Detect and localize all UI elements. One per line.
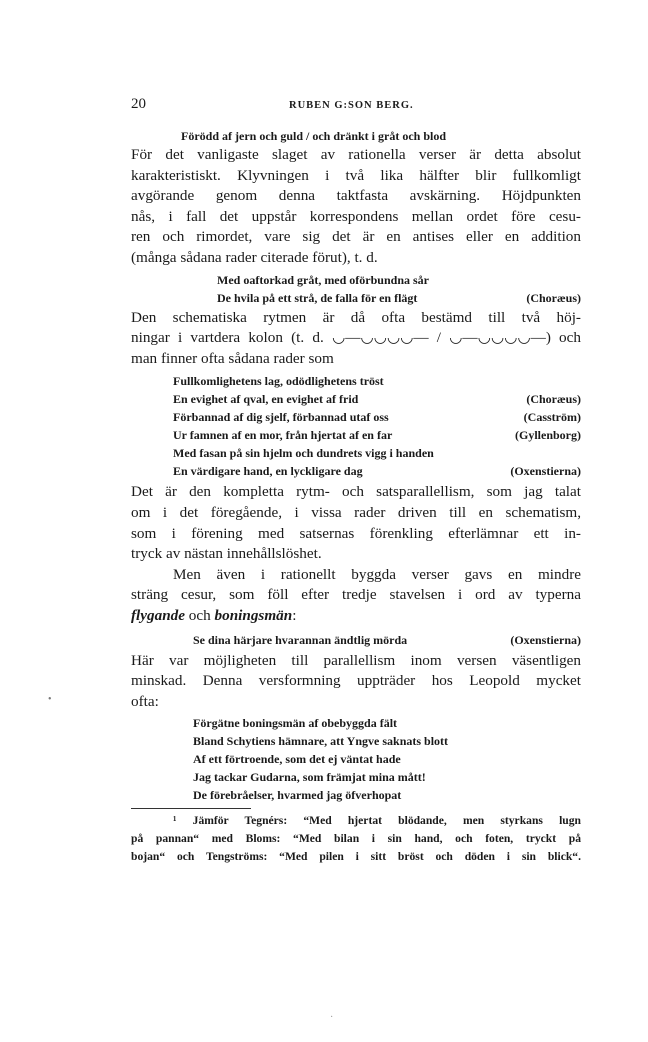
paragraph-2 [131,308,581,370]
paragraph-5 [131,651,581,713]
verse-line [131,408,581,426]
verse-block-1 [131,271,581,307]
punctuation: : [292,606,297,624]
page-header [131,96,581,118]
text-line: tryck av nästan innehållslöshet. [131,545,322,563]
text-line: nås, i fall det uppstår korrespondens mellan ordet före cesu- [131,207,581,225]
text-line: Det är den kompletta rytm- och satsparallellism, som jag talat [131,483,581,501]
verse-text: Förbannad af dig sjelf, förbannad utaf oss [173,410,389,425]
verse-citation: (Oxenstierna) [510,632,581,647]
paragraph-1 [131,145,581,269]
verse-text: En värdigare hand, en lyckligare dag [173,464,363,479]
verse-line [131,271,581,289]
verse-line: Af ett förtroende, som det ej väntat hade [193,752,401,767]
footnote-line: på pannan“ med Bloms: “Med bilan i sin hand, och foten, tryckt på [131,832,581,846]
footnote-rule [131,808,251,809]
verse-text: En evighet af qval, en evighet af frid [173,392,359,407]
text-line: man finner ofta sådana rader som [131,349,334,367]
text-line: (många sådana rader citerade förut), t. d. [131,248,378,266]
page [131,96,581,866]
verse-line [131,631,581,649]
verse-block-3 [131,631,581,649]
text-line: om i det föregående, i vissa rader driven till en schematism, [131,503,581,521]
verse-line [131,390,581,408]
verse-quote: Förödd af jern och guld / och dränkt i gråt och blod [181,129,447,143]
page-number: 20 [131,96,146,112]
verse-line [131,444,581,462]
verse-block-4 [131,714,581,804]
verse-line [131,289,581,307]
verse-text: Se dina härjare hvarannan ändtlig mörda [193,632,408,647]
text-line: Men även i rationellt byggda verser gavs en mindre [173,565,581,583]
text-line: karakteristiskt. Klyvningen i två lika hälfter blir fullkomligt [131,166,581,184]
verse-line [131,462,581,480]
text-line: ningar i vartdera kolon (t. d. ◡—◡◡◡◡— / ◡—◡◡◡◡—) och [131,329,581,347]
verse-text: Med fasan på sin hjelm och dundrets vigg i handen [173,446,434,461]
verse-block-2 [131,372,581,480]
text-line: avgörande genom denna taktfasta avskärning. Höjdpunkten [131,187,581,205]
italic-term: boningsmän [214,606,293,624]
text-line: För det vanligaste slaget av rationella verser är detta absolut [131,146,581,163]
text-line [131,606,581,627]
verse-line: Bland Schytiens hämnare, att Yngve saknats blott [193,734,449,749]
verse-citation: (Gyllenborg) [515,428,581,443]
footnote [131,812,581,866]
text-line: ofta: [131,692,159,710]
verse-line: De förebråelser, hvarmed jag öfverhopat [193,788,402,803]
verse-line [131,426,581,444]
verse-citation: (Casström) [523,410,581,425]
text-line: Den schematiska rytmen är då ofta bestämd till två höj- [131,308,581,326]
verse-text: De hvila på ett strå, de falla för en flägt [217,290,418,305]
text-line: ren och rimordet, vare sig det är en antises eller en addition [131,228,581,246]
italic-term: flygande [131,606,185,624]
conjunction: och [188,606,211,624]
verse-line [131,372,581,390]
text-line: Här var möjligheten till parallellism inom versen väsentligen [131,651,581,669]
verse-text: Fullkomlighetens lag, odödlighetens tröst [173,374,384,389]
verse-citation: (Oxenstierna) [510,464,581,479]
footnote-line: ¹ Jämför Tegnérs: “Med hjertat blödande, men styrkans lugn [173,814,581,828]
footnote-line: bojan“ och Tengströms: “Med pilen i sitt bröst och döden i sin blick“. [131,850,581,864]
margin-mark: • [48,694,52,705]
paragraph-3 [131,482,581,564]
verse-citation: (Choræus) [526,392,581,407]
verse-text: Med oaftorkad gråt, med oförbundna sår [217,272,429,287]
margin-mark: · [330,1012,334,1023]
paragraph-4 [131,565,581,627]
verse-line: Jag tackar Gudarna, som främjat mina mått! [193,770,426,785]
text-line: som i förening med satsernas förenkling efterlämnar ett in- [131,524,581,542]
text-line: sträng cesur, som föll efter tredje stavelsen i ord av typerna [131,586,581,604]
verse-citation: (Choræus) [526,290,581,305]
running-head: RUBEN G:SON BERG. [289,100,414,111]
text-line: minskad. Denna versformning uppträder hos Leopold mycket [131,672,581,690]
verse-line: Förgätne boningsmän af obebyggda fält [193,716,398,731]
verse-text: Ur famnen af en mor, från hjertat af en far [173,428,393,443]
